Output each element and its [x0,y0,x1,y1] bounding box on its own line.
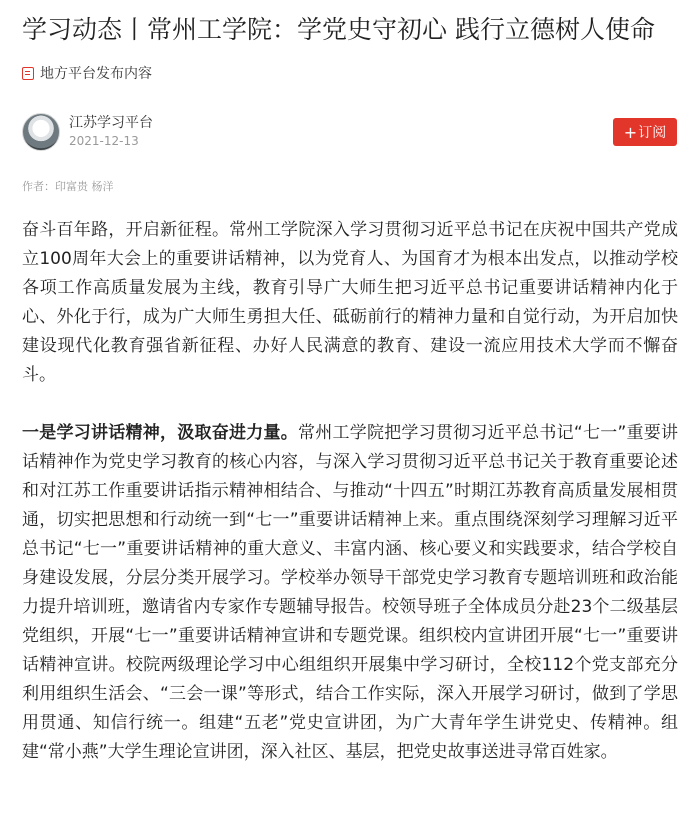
byline: 作者：印富贵 杨洋 [22,180,114,193]
paragraph [22,216,678,390]
avatar[interactable] [22,113,60,151]
subscribe-button[interactable] [613,118,677,146]
paragraph-lead: 一是学习讲话精神，汲取奋进力量。 [22,423,298,443]
paragraph-text: 奋斗百年路，开启新征程。常州工学院深入学习贯彻习近平总书记在庆祝中国共产党成立100周年大会上的重要讲话精神，以为党育人、为国育才为根本出发点，以推动学校各项工作高质量发展为主线，教育引导广大师生把习近平总书记重要讲话精神内化于心、外化于行，成为广大师生勇担大任、砥砺前行的精神力量和自觉行动，为开启加快建设现代化教育强省新征程、办好人民满意的教育、建设一流应用技术大学而不懈奋斗。 [22,220,678,385]
subscribe-label: 订阅 [638,125,667,141]
author-bar [22,112,677,152]
author-meta [69,114,153,150]
publish-date: 2021-12-13 [69,134,139,148]
author-name[interactable]: 江苏学习平台 [69,115,153,131]
paragraph [22,419,678,767]
source-label: 地方平台发布内容 [40,66,152,82]
document-icon [22,67,34,80]
plus-icon: + [623,122,638,142]
article-body [22,216,678,767]
paragraph-text: 常州工学院把学习贯彻习近平总书记“七一”重要讲话精神作为党史学习教育的核心内容，与深入学习贯彻习近平总书记关于教育重要论述和对江苏工作重要讲话指示精神相结合、与推动“十四五”时期江苏教育高质量发展相贯通，切实把思想和行动统一到“七一”重要讲话精神上来。重点围绕深刻学习理解习近平总书记“七一”重要讲话精神的重大意义、丰富内涵、核心要义和实践要求，结合学校自身建设发展，分层分类开展学习。学校举办领导干部党史学习教育专题培训班和政治能力提升培训班，邀请省内专家作专题辅导报告。校领导班子全体成员分赴23个二级基层党组织，开展“七一”重要讲话精神宣讲和专题党课。组织校内宣讲团开展“七一”重要讲话精神宣讲。校院两级理论学习中心组组织开展集中学习研讨，全校112个党支部充分利用组织生活会、“三会一课”等形式，结合工作实际，深入开展学习研讨，做到了学思用贯通、知信行统一。组建“五老”党史宣讲团，为广大青年学生讲党史、传精神。组建“常小燕”大学生理论宣讲团，深入社区、基层，把党史故事送进寻常百姓家。 [22,423,678,762]
source-tag [22,62,152,84]
page-title: 学习动态丨常州工学院：学党史守初心 践行立德树人使命 [22,15,655,44]
